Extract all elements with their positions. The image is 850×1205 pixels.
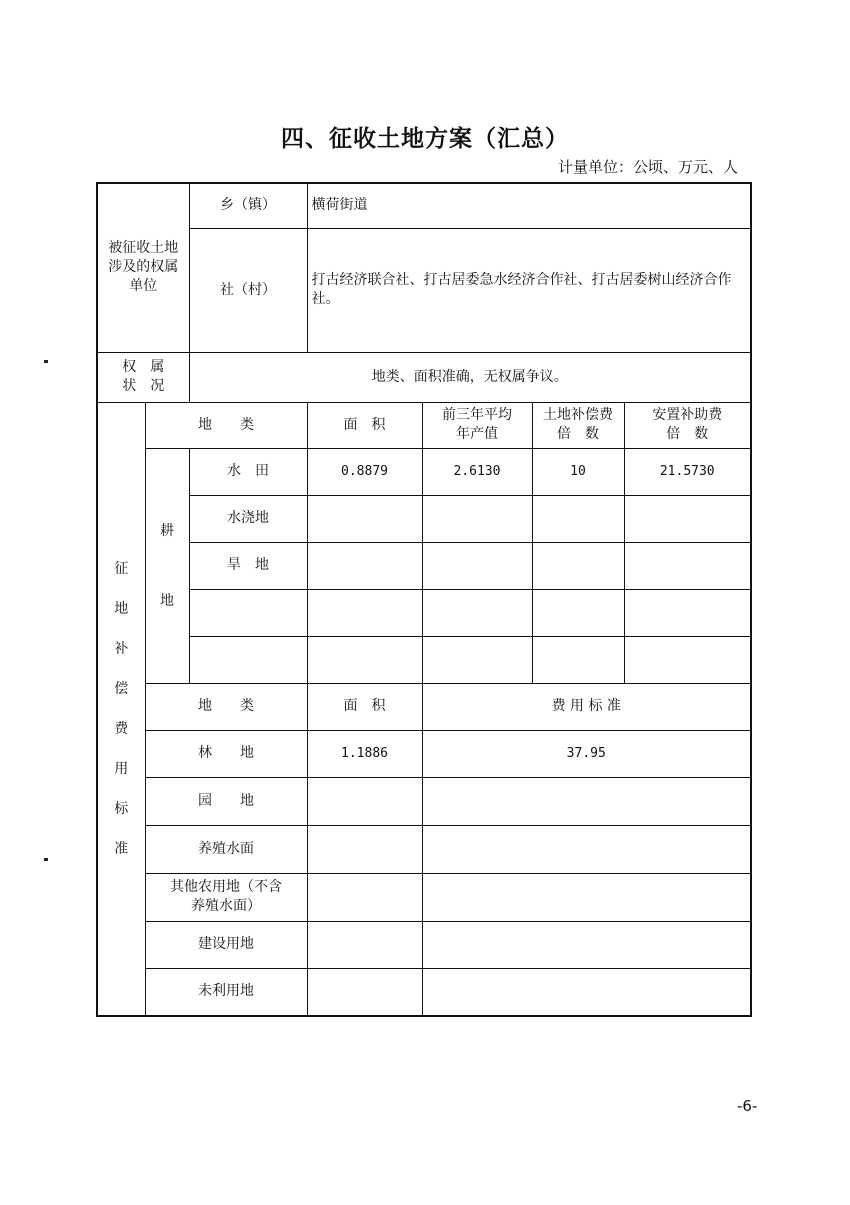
compensation-section-label — [97, 402, 145, 1016]
area — [307, 968, 422, 1016]
section-char: 偿 — [114, 680, 129, 697]
resettle-multiple — [624, 636, 751, 683]
table-row — [97, 589, 751, 636]
table-row — [97, 873, 751, 921]
page-number: -6- — [737, 1097, 758, 1115]
land-multiple — [532, 589, 624, 636]
table-row — [97, 825, 751, 873]
fee-standard — [422, 921, 751, 968]
town-label: 乡（镇） — [189, 183, 307, 228]
area — [307, 589, 422, 636]
area — [307, 777, 422, 825]
table-row — [97, 777, 751, 825]
scan-mark — [44, 858, 48, 861]
status-label-line1: 权 属 — [122, 359, 165, 375]
land-acquisition-table — [96, 182, 752, 1017]
area — [307, 636, 422, 683]
status-label-line2: 状 况 — [122, 378, 165, 394]
land-multiple — [532, 636, 624, 683]
land-type: 未利用地 — [145, 968, 307, 1016]
resettle-multiple — [624, 495, 751, 542]
fee-standard: 37.95 — [422, 730, 751, 777]
unit-note: 计量单位：公顷、万元、人 — [557, 158, 738, 176]
header2-fee-standard: 费 用 标 准 — [422, 683, 751, 730]
cultivated-char: 耕 — [160, 522, 174, 539]
cultivated-label — [145, 448, 189, 683]
area — [307, 921, 422, 968]
table-row — [97, 448, 751, 495]
header2-land-type: 地 类 — [145, 683, 307, 730]
land-multiple: 10 — [532, 448, 624, 495]
avg-output: 2.6130 — [422, 448, 532, 495]
cultivated-char: 地 — [160, 592, 174, 609]
section-char: 征 — [114, 560, 129, 577]
fee-standard — [422, 873, 751, 921]
land-type: 旱 地 — [189, 542, 307, 589]
fee-standard — [422, 777, 751, 825]
area — [307, 873, 422, 921]
header-land-type: 地 类 — [145, 402, 307, 448]
avg-output — [422, 636, 532, 683]
ownership-status-label — [97, 352, 189, 402]
land-type: 水 田 — [189, 448, 307, 495]
document-title: 四、征收土地方案（汇总） — [281, 126, 569, 152]
header2-area: 面 积 — [307, 683, 422, 730]
section-char: 费 — [114, 720, 129, 737]
avg-output — [422, 542, 532, 589]
avg-output — [422, 495, 532, 542]
ownership-unit-label: 被征收土地涉及的权属单位 — [97, 183, 189, 352]
land-type: 林 地 — [145, 730, 307, 777]
land-type: 园 地 — [145, 777, 307, 825]
land-multiple — [532, 495, 624, 542]
section-char: 标 — [114, 800, 129, 817]
header-resettle-multiple: 安置补助费倍 数 — [624, 402, 751, 448]
land-multiple — [532, 542, 624, 589]
resettle-multiple — [624, 589, 751, 636]
table-row — [97, 636, 751, 683]
resettle-multiple — [624, 542, 751, 589]
area — [307, 542, 422, 589]
resettle-multiple: 21.5730 — [624, 448, 751, 495]
avg-output — [422, 589, 532, 636]
section-char: 补 — [114, 640, 129, 657]
land-type — [189, 636, 307, 683]
header-area: 面 积 — [307, 402, 422, 448]
land-type: 建设用地 — [145, 921, 307, 968]
ownership-status-value: 地类、面积准确，无权属争议。 — [189, 352, 751, 402]
land-type: 其他农用地（不含养殖水面） — [145, 873, 307, 921]
fee-standard — [422, 825, 751, 873]
area: 0.8879 — [307, 448, 422, 495]
scan-mark — [44, 360, 48, 363]
header-land-multiple: 土地补偿费倍 数 — [532, 402, 624, 448]
land-type — [189, 589, 307, 636]
section-char: 用 — [114, 760, 129, 777]
area — [307, 825, 422, 873]
header-avg-output: 前三年平均年产值 — [422, 402, 532, 448]
table-row — [97, 730, 751, 777]
town-value: 横荷街道 — [307, 183, 751, 228]
village-label: 社（村） — [189, 228, 307, 352]
village-value: 打古经济联合社、打古居委急水经济合作社、打古居委树山经济合作社。 — [307, 228, 751, 352]
table-row — [97, 968, 751, 1016]
land-type: 养殖水面 — [145, 825, 307, 873]
table-row — [97, 542, 751, 589]
area — [307, 495, 422, 542]
land-type: 水浇地 — [189, 495, 307, 542]
section-char: 地 — [114, 600, 129, 617]
table-row — [97, 495, 751, 542]
section-char: 准 — [114, 840, 129, 857]
fee-standard — [422, 968, 751, 1016]
area: 1.1886 — [307, 730, 422, 777]
table-row — [97, 921, 751, 968]
